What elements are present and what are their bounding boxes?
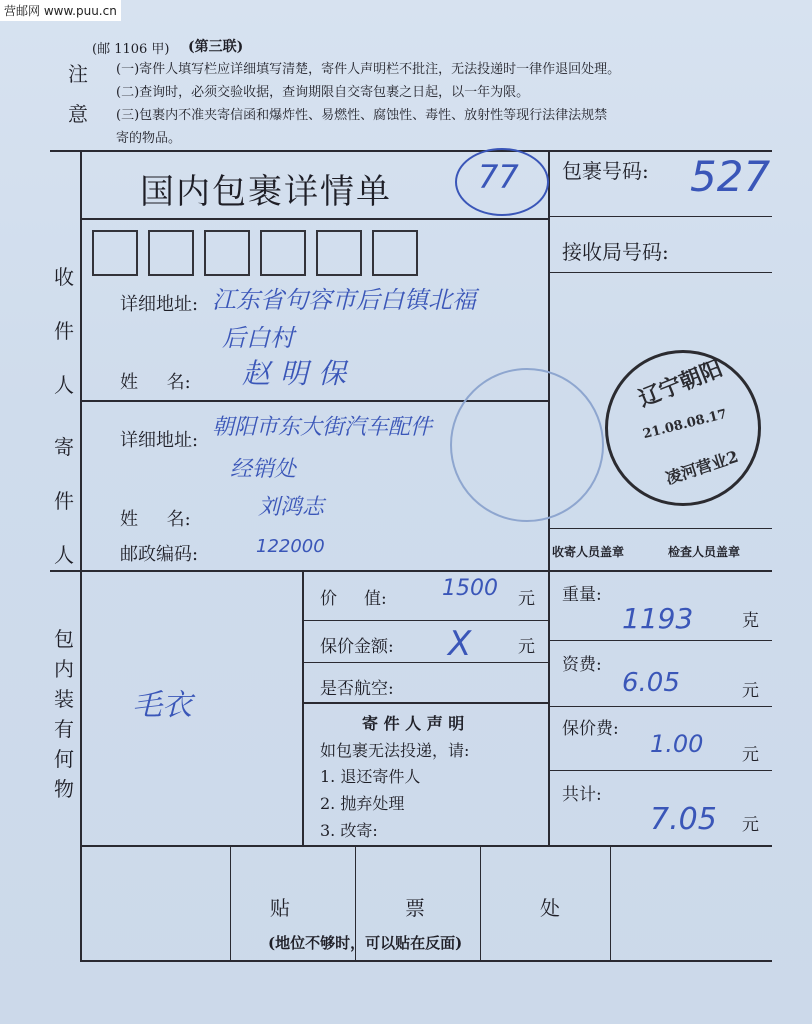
total-value: 7.05 xyxy=(650,802,717,837)
postmark-stamp xyxy=(605,350,761,506)
insurance-fee-label: 保价费: xyxy=(562,719,619,739)
value-row-divider xyxy=(302,620,548,621)
left-column-border xyxy=(80,150,82,962)
stamp-divider-3 xyxy=(480,845,481,960)
recipient-postcode-box-4[interactable] xyxy=(260,230,306,276)
collector-stamp-label: 收寄人员盖章 xyxy=(552,545,625,559)
postage-unit: 元 xyxy=(742,681,759,701)
weight-unit: 克 xyxy=(742,611,759,631)
postmark-middle: 21.08.08.17 xyxy=(641,406,729,443)
sender-contents-divider xyxy=(50,570,772,572)
stamp-area-char-3: 处 xyxy=(540,896,560,920)
recipient-postcode-box-3[interactable] xyxy=(204,230,250,276)
sender-name-value: 刘鸿志 xyxy=(258,495,325,520)
inspector-stamp-label: 检查人员盖章 xyxy=(668,545,741,559)
total-label: 共计: xyxy=(562,785,602,805)
air-mail-label: 是否航空: xyxy=(320,679,394,699)
total-unit: 元 xyxy=(742,815,759,835)
parcel-number-label: 包裹号码: xyxy=(562,159,649,183)
insured-amount-value: X xyxy=(448,624,472,664)
declaration-title: 寄 件 人 声 明 xyxy=(362,714,465,733)
recipient-address-label: 详细地址: xyxy=(120,294,199,315)
air-row-divider xyxy=(302,702,548,704)
recipient-address-line-1: 江东省句容市后白镇北福 xyxy=(212,286,476,314)
recipient-postcode-box-5[interactable] xyxy=(316,230,362,276)
recipient-postcode-box-1[interactable] xyxy=(92,230,138,276)
stamp-divider-4 xyxy=(610,845,611,960)
sender-postcode-value: 122000 xyxy=(256,536,325,557)
note-line-4: 寄的物品。 xyxy=(116,131,182,146)
postage-value: 6.05 xyxy=(622,668,680,698)
form-top-border xyxy=(50,150,772,152)
value-unit: 元 xyxy=(518,589,535,609)
notes-label-2: 意 xyxy=(68,102,88,126)
weight-value: 1193 xyxy=(622,602,694,635)
declaration-intro: 如包裹无法投递，请: xyxy=(320,741,470,760)
stamp-area-note: (地位不够时，可以贴在反面) xyxy=(268,934,463,952)
parcel-number-divider xyxy=(548,216,772,217)
title-divider xyxy=(80,218,548,220)
stamp-area-char-2: 票 xyxy=(405,896,425,920)
sender-postcode-label: 邮政编码: xyxy=(120,544,199,565)
postage-label: 资费: xyxy=(562,655,602,675)
note-line-1: (一)寄件人填写栏应详细填写清楚，寄件人声明栏不批注，无法投递时一律作退回处理。 xyxy=(116,62,621,77)
sender-name-label: 姓 名: xyxy=(120,509,191,530)
sender-address-line-1: 朝阳市东大街汽车配件 xyxy=(212,415,433,440)
recipient-postcode-box-6[interactable] xyxy=(372,230,418,276)
stamp-area-top xyxy=(80,845,772,847)
recipient-name-label: 姓 名: xyxy=(120,372,191,393)
declaration-option-abandon[interactable]: 2. 抛弃处理 xyxy=(320,794,405,813)
insured-amount-unit: 元 xyxy=(518,637,535,657)
staff-stamp-divider xyxy=(548,528,772,529)
receiving-office-divider xyxy=(548,272,772,273)
contents-column-border xyxy=(302,570,304,845)
value-amount: 1500 xyxy=(442,576,498,601)
recipient-address-line-2: 后白村 xyxy=(222,324,294,352)
insured-amount-label: 保价金额: xyxy=(320,637,394,657)
notes-label-1: 注 xyxy=(68,62,88,86)
receiving-office-label: 接收局号码: xyxy=(562,240,669,264)
postage-divider xyxy=(548,706,772,707)
note-line-3: (三)包裹内不准夹寄信函和爆炸性、易燃性、腐蚀性、毒性、放射性等现行法律法规禁 xyxy=(116,108,608,123)
insured-row-divider xyxy=(302,662,548,663)
insurance-fee-value: 1.00 xyxy=(650,730,704,758)
faint-background-stamp xyxy=(450,368,604,522)
insurance-divider xyxy=(548,770,772,771)
form-bottom-border xyxy=(80,960,772,962)
weight-label: 重量: xyxy=(562,585,602,605)
postmark-top: 辽宁朝阳 xyxy=(634,355,727,413)
value-label: 价 值: xyxy=(320,589,387,609)
postmark-bottom: 凌河营业2 xyxy=(663,446,741,489)
declaration-option-redirect[interactable]: 3. 改寄: xyxy=(320,821,378,840)
copy-label: (第三联) xyxy=(188,39,244,55)
recipient-name-value: 赵明保 xyxy=(242,357,357,390)
sender-side-label: 寄 件 人 xyxy=(54,435,74,567)
sender-address-line-2: 经销处 xyxy=(230,457,297,482)
parcel-number-value: 527 xyxy=(690,152,771,201)
site-watermark: 营邮网 www.puu.cn xyxy=(0,0,121,21)
stamp-divider-1 xyxy=(230,845,231,960)
contents-side-label: 包 内 装 有 何 物 xyxy=(54,627,74,801)
recipient-side-label: 收 件 人 xyxy=(54,265,74,397)
recipient-postcode-box-2[interactable] xyxy=(148,230,194,276)
note-line-2: (二)查询时，必须交验收据，查询期限自交寄包裹之日起，以一年为限。 xyxy=(116,85,530,100)
insurance-fee-unit: 元 xyxy=(742,745,759,765)
contents-value: 毛衣 xyxy=(132,688,192,723)
weight-divider xyxy=(548,640,772,641)
form-title: 国内包裹详情单 xyxy=(140,172,392,212)
form-code: (邮 1106 甲) xyxy=(92,42,170,57)
circled-number: 77 xyxy=(478,158,519,196)
stamp-area-char-1: 贴 xyxy=(270,896,290,920)
sender-address-label: 详细地址: xyxy=(120,430,199,451)
declaration-option-return[interactable]: 1. 退还寄件人 xyxy=(320,767,421,786)
